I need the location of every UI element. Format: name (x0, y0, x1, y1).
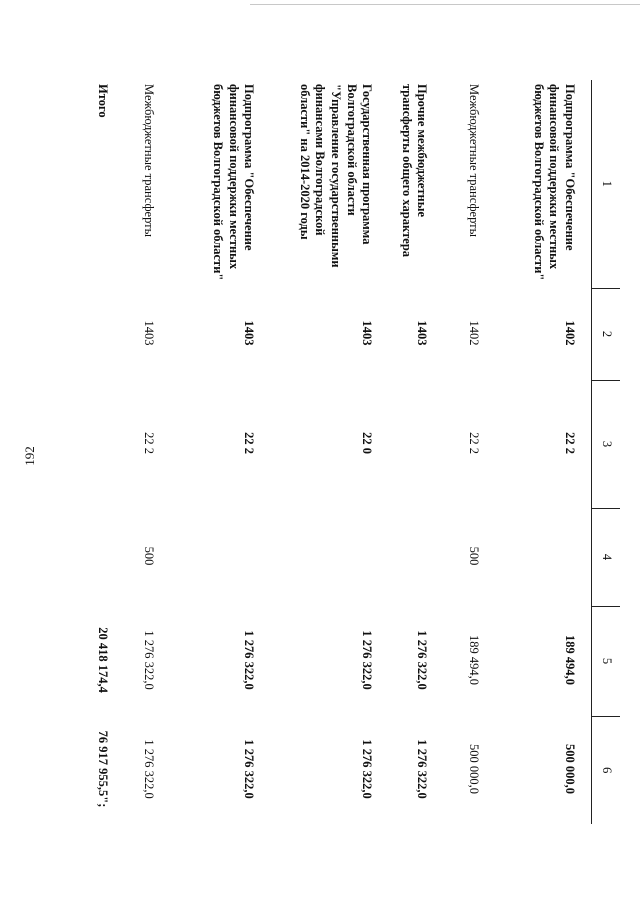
cell-amount-5: 1 276 322,0 (142, 630, 157, 690)
cell-section: 1403 (142, 320, 157, 346)
column-header: 2 (592, 288, 621, 380)
cell-amount-5: 189 494,0 (467, 635, 482, 685)
page-number: 192 (22, 446, 37, 466)
cell-expense-type (170, 508, 270, 606)
table-header-row (592, 80, 621, 824)
cell-amount-6: 1 276 322,0 (142, 739, 157, 799)
budget-table (85, 80, 620, 824)
cell-expense-type: 500 (467, 546, 482, 566)
total-amount-5: 20 418 174,4 (96, 627, 111, 693)
cell-program: 22 2 (563, 432, 577, 454)
column-header: 1 (592, 80, 621, 288)
total-label: Итого (96, 84, 111, 118)
column-header: 4 (592, 508, 621, 606)
table-row (170, 80, 270, 824)
closing-quote: "; (96, 796, 111, 808)
cell-section: 1402 (467, 320, 482, 346)
cell-section: 1402 (563, 320, 577, 346)
cell-amount-5: 1 276 322,0 (360, 630, 375, 690)
row-name: Государственная программа Волгоградской области "Управление государственными финансами Волгоградской области" на 2014-2020 годы (297, 84, 375, 268)
total-amount-6-cell (85, 716, 127, 824)
cell-expense-type (388, 508, 443, 606)
cell-amount-6: 1 276 322,0 (415, 739, 430, 799)
cell-amount-6: 500 000,0 (563, 744, 577, 794)
cell-amount-5: 189 494,0 (563, 635, 577, 685)
row-name: Подпрограмма "Обеспечение финансовой поддержки местных бюджетов Волгоградской области" (531, 84, 577, 281)
cell-section: 1403 (242, 320, 257, 346)
table-row (496, 80, 592, 824)
row-name: Подпрограмма "Обеспечение финансовой поддержки местных бюджетов Волгоградской области" (211, 84, 257, 281)
cell-program (388, 380, 443, 508)
cell-amount-6: 1 276 322,0 (242, 739, 257, 799)
row-name: Межбюджетные трансферты (142, 84, 157, 238)
total-empty (85, 508, 127, 606)
table-row (388, 80, 443, 824)
cell-amount-6: 500 000,0 (467, 744, 482, 794)
cell-program: 22 2 (142, 432, 157, 454)
total-empty (85, 380, 127, 508)
table-row (444, 80, 496, 824)
cell-program: 22 2 (467, 432, 482, 454)
total-row (85, 80, 127, 824)
total-amount-6: 76 917 955,5 (96, 730, 111, 797)
row-name: Межбюджетные трансферты (467, 84, 482, 238)
cell-program: 22 2 (242, 432, 257, 454)
cell-amount-5: 1 276 322,0 (242, 630, 257, 690)
row-name: Прочие межбюджетные трансферты общего характера (399, 84, 430, 258)
total-empty (85, 288, 127, 380)
column-header: 3 (592, 380, 621, 508)
cell-amount-5: 1 276 322,0 (415, 630, 430, 690)
table-row (270, 80, 388, 824)
table-row (126, 80, 170, 824)
cell-expense-type (496, 508, 592, 606)
cell-section: 1403 (415, 320, 430, 346)
cell-program: 22 0 (360, 432, 375, 454)
cell-amount-6: 1 276 322,0 (360, 739, 375, 799)
cell-expense-type: 500 (142, 546, 157, 566)
column-header: 5 (592, 606, 621, 716)
cell-section: 1403 (360, 320, 375, 346)
column-header: 6 (592, 716, 621, 824)
cell-expense-type (270, 508, 388, 606)
